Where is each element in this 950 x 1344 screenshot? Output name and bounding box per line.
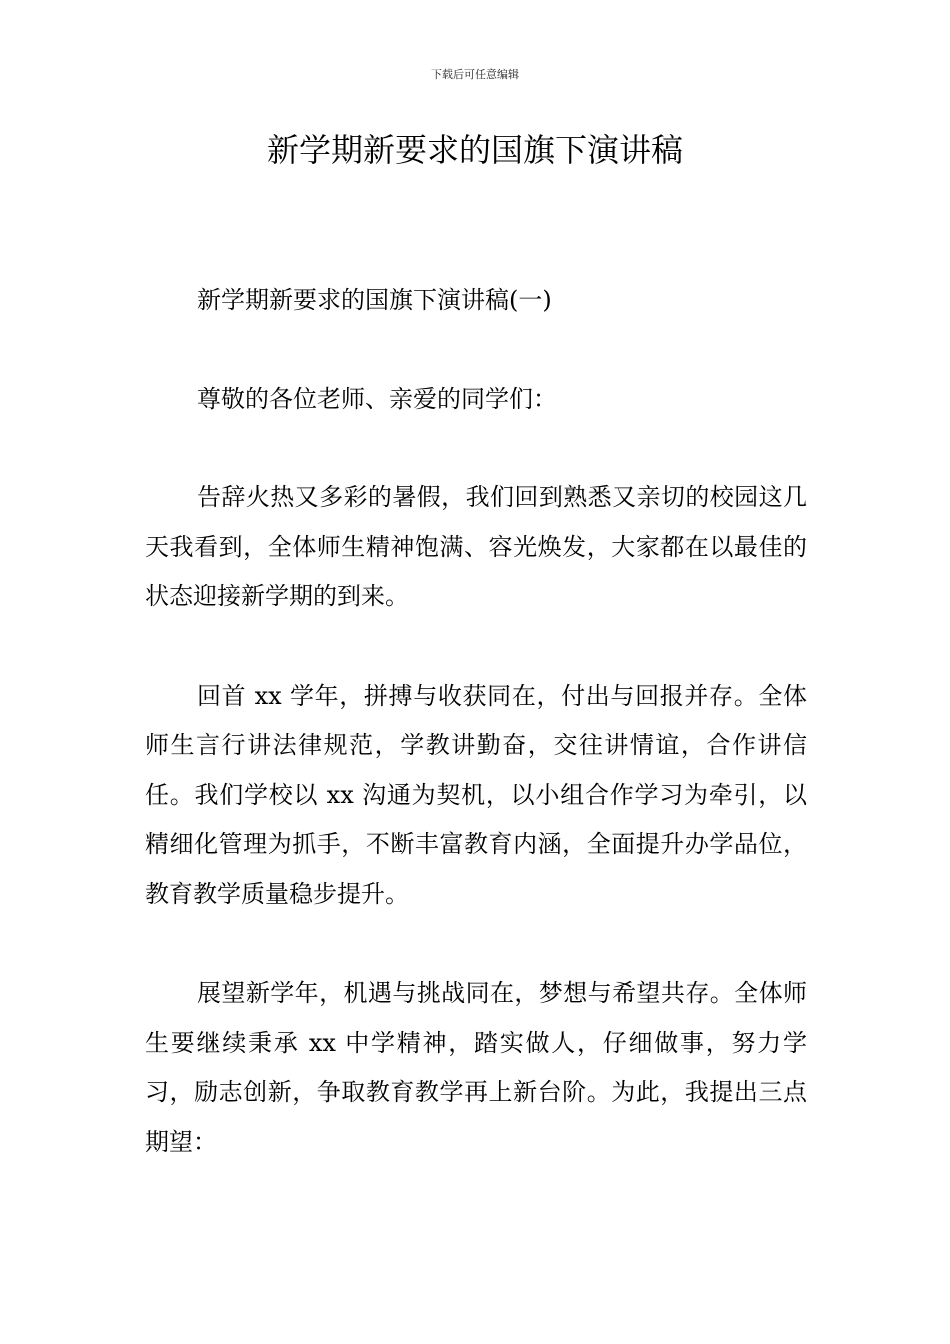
paragraph-1: 告辞火热又多彩的暑假，我们回到熟悉又亲切的校园这几天我看到，全体师生精神饱满、容光焕发，大家都在以最佳的状态迎接新学期的到来。 xyxy=(145,483,807,610)
paragraph-salutation: 尊敬的各位老师、亲爱的同学们： xyxy=(197,384,557,413)
paragraph-3: 展望新学年，机遇与挑战同在，梦想与希望共存。全体师生要继续秉承 xx 中学精神，踏实做人，仔细做事，努力学习，励志创新，争取教育教学再上新台阶。为此，我提出三点期望： xyxy=(145,979,807,1156)
document-body xyxy=(145,276,807,1217)
paragraph-2: 回首 xx 学年，拼搏与收获同在，付出与回报并存。全体师生言行讲法律规范，学教讲勤奋，交往讲情谊，合作讲信任。我们学校以 xx 沟通为契机，以小组合作学习为牵引，以精细化管理为抓手，不断丰富教育内涵，全面提升办学品位，教育教学质量稳步提升。 xyxy=(145,681,807,908)
paragraph-subtitle: 新学期新要求的国旗下演讲稿(一) xyxy=(197,286,552,314)
document-title: 新学期新要求的国旗下演讲稿 xyxy=(266,131,683,169)
page-header-note: 下载后可任意编辑 xyxy=(431,68,519,81)
